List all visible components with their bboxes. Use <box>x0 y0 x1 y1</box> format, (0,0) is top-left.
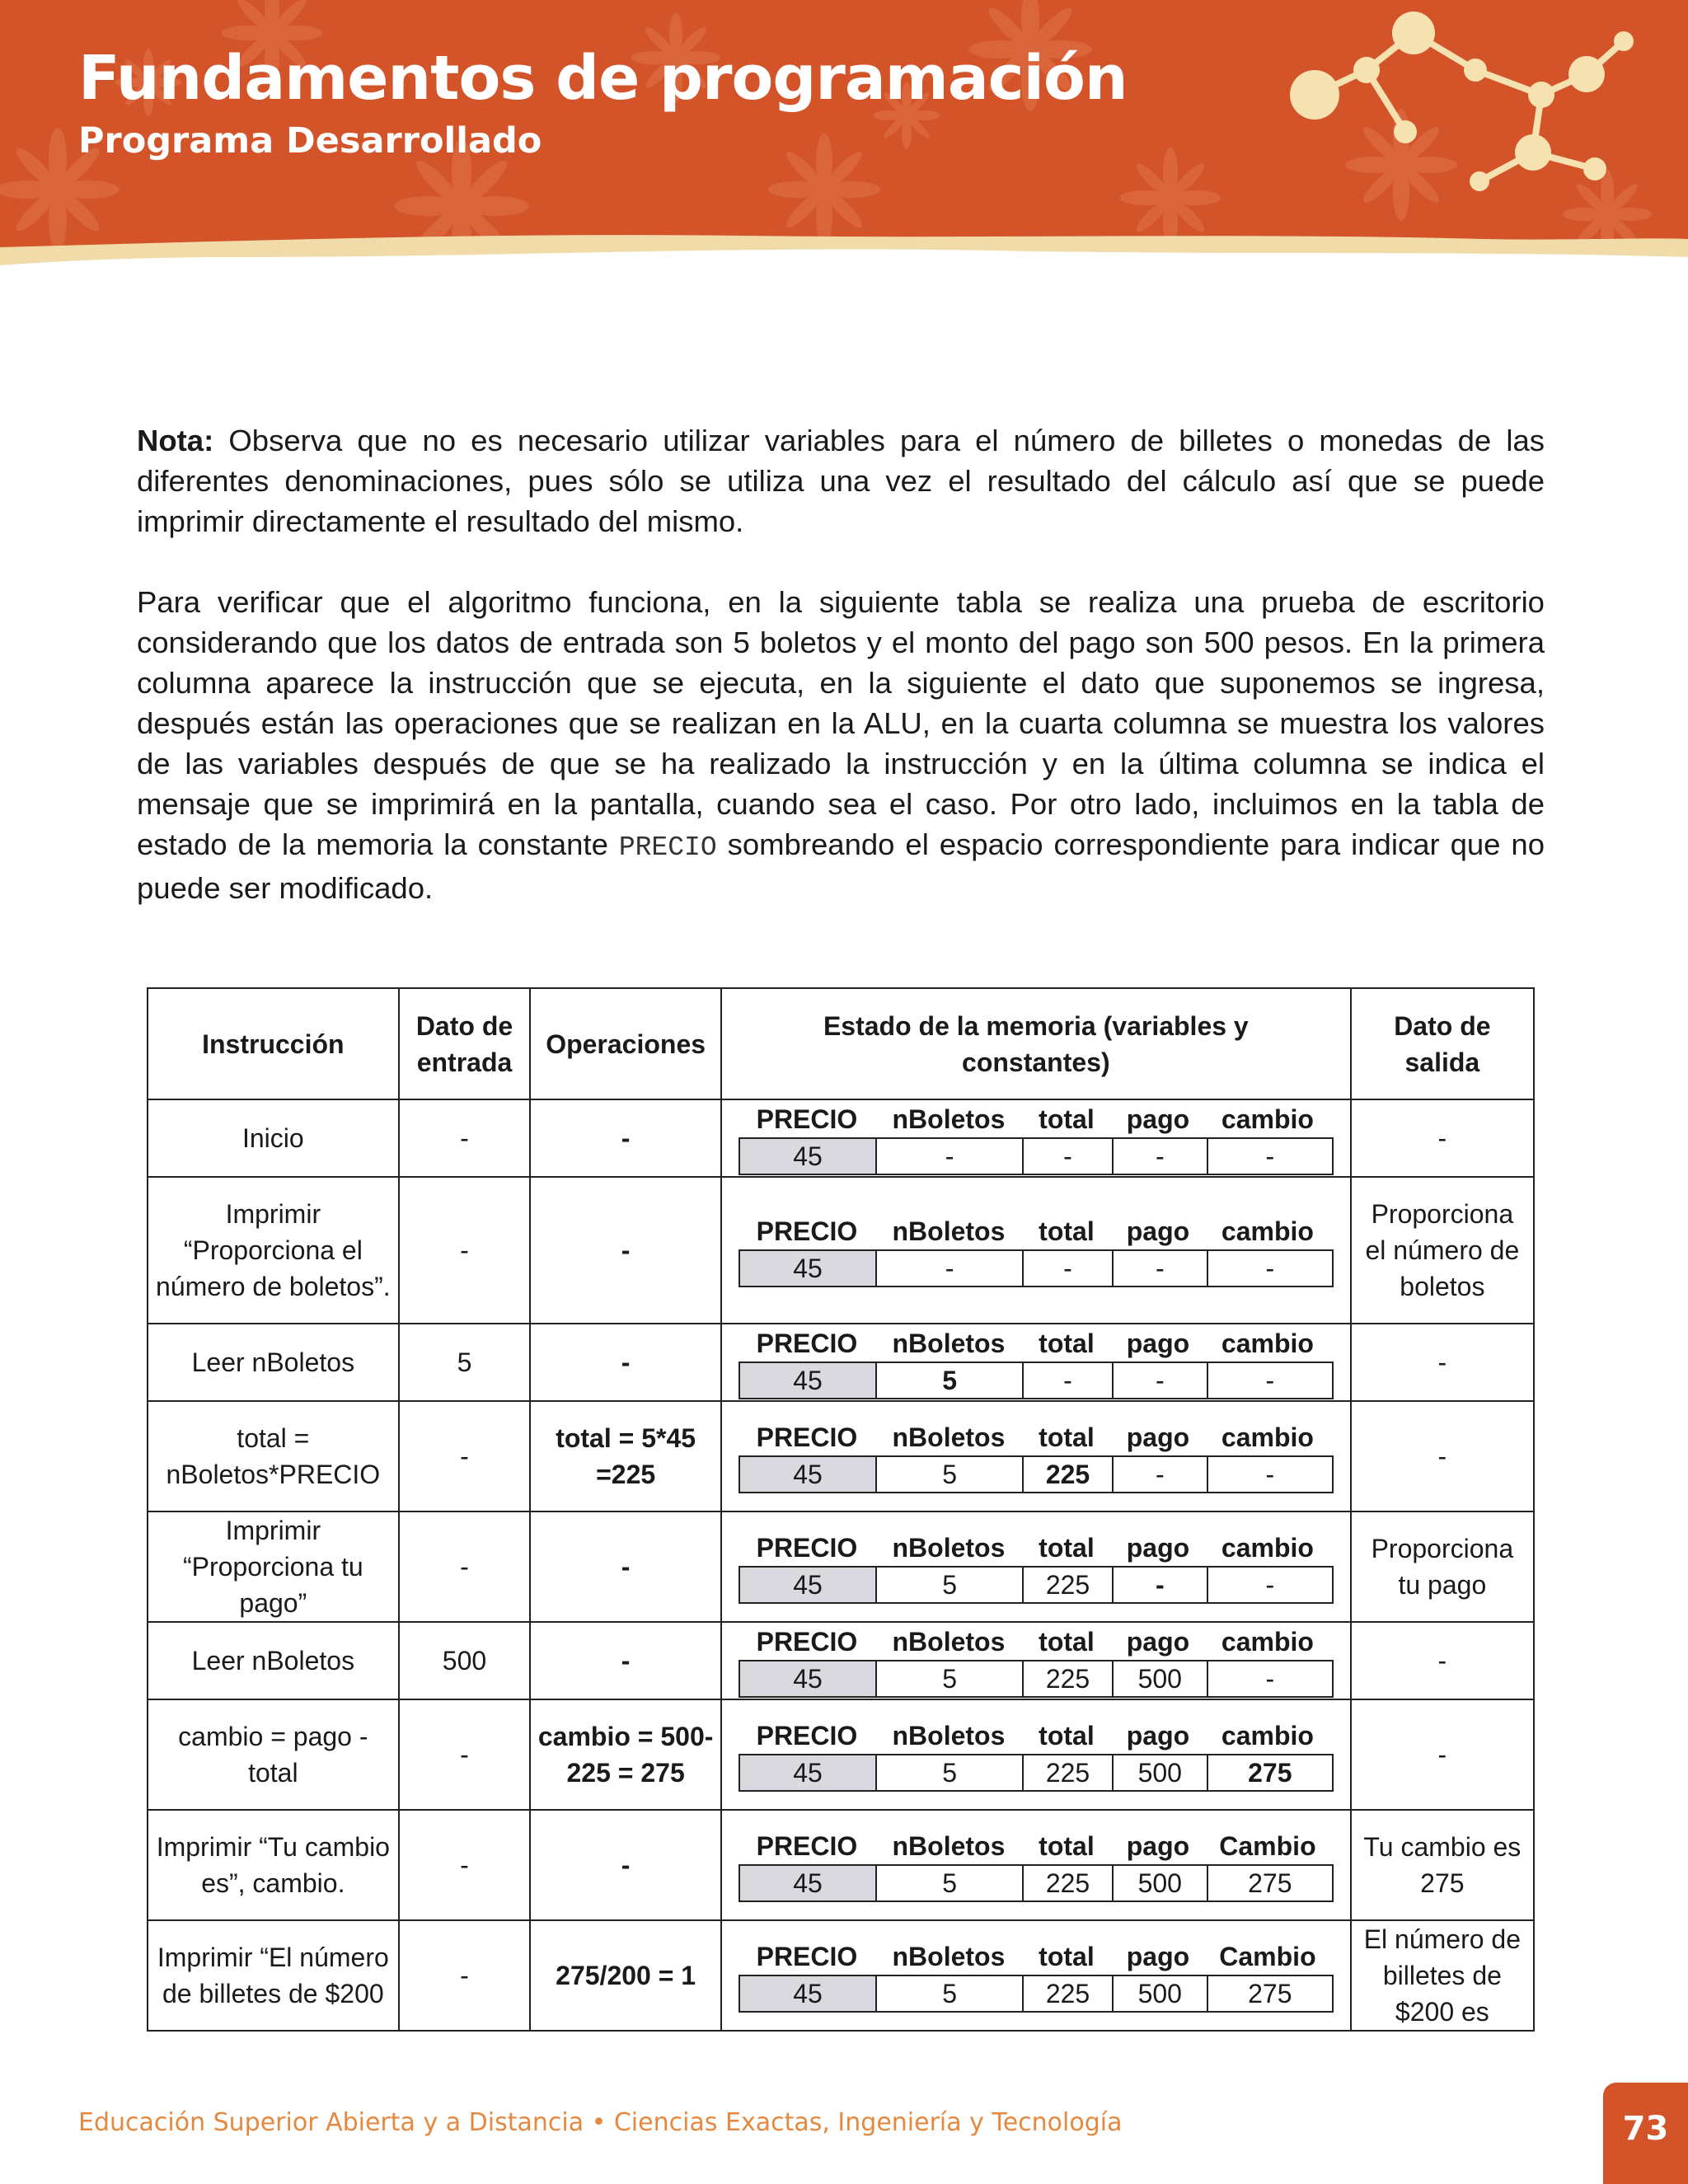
memory-labels <box>722 1828 1350 1864</box>
memory-value: 5 <box>875 1661 1022 1696</box>
memory-label: Cambio <box>1219 1831 1316 1861</box>
memory-value: 275 <box>1207 1976 1332 2011</box>
cell-operaciones: - <box>530 1810 721 1920</box>
memory-label: nBoletos <box>892 1329 1006 1358</box>
cell-estado-memoria <box>721 1699 1351 1810</box>
memory-label: total <box>1039 1627 1095 1657</box>
memory-value: 225 <box>1022 1866 1112 1900</box>
explanation-text-end: sombreando el espacio correspondiente para indicar que no puede ser modificado. <box>137 827 1545 905</box>
memory-label: nBoletos <box>892 1942 1006 1971</box>
memory-label: PRECIO <box>756 1533 858 1563</box>
memory-value: 5 <box>875 1363 1022 1398</box>
memory-value: - <box>1112 1139 1207 1174</box>
memory-label: cambio <box>1221 1627 1314 1657</box>
memory-label: nBoletos <box>892 1627 1006 1657</box>
memory-value: 5 <box>875 1755 1022 1790</box>
memory-label: total <box>1039 1329 1095 1358</box>
memory-labels <box>722 1419 1350 1455</box>
memory-label: nBoletos <box>892 1216 1006 1246</box>
cell-dato-salida: - <box>1351 1324 1534 1401</box>
page-subtitle: Programa Desarrollado <box>78 120 542 162</box>
memory-value: - <box>1112 1457 1207 1492</box>
memory-value: 45 <box>740 1363 875 1398</box>
cell-dato-entrada: - <box>399 1699 531 1810</box>
memory-value: 225 <box>1022 1457 1112 1492</box>
cell-estado-memoria <box>721 1177 1351 1324</box>
cell-operaciones: - <box>530 1622 721 1699</box>
memory-value: 45 <box>740 1139 875 1174</box>
memory-label: PRECIO <box>756 1329 858 1358</box>
cell-operaciones: - <box>530 1324 721 1401</box>
memory-value: 5 <box>875 1568 1022 1602</box>
memory-label: pago <box>1126 1831 1190 1861</box>
cell-instruccion: Imprimir “Proporciona tu pago” <box>148 1511 399 1622</box>
memory-values <box>738 1660 1334 1698</box>
header-dato-entrada: Dato de entrada <box>399 988 531 1099</box>
cell-estado-memoria <box>721 1324 1351 1401</box>
cell-dato-salida: - <box>1351 1401 1534 1511</box>
footer-text: Educación Superior Abierta y a Distancia • Ciencias Exactas, Ingeniería y Tecnología <box>78 2108 1123 2137</box>
note-label: Nota: <box>137 424 214 457</box>
cell-instruccion: Inicio <box>148 1099 399 1177</box>
table-row <box>148 1177 1534 1324</box>
memory-value: 45 <box>740 1976 875 2011</box>
memory-label: cambio <box>1221 1329 1314 1358</box>
header-dato-salida: Dato de salida <box>1351 988 1534 1099</box>
cell-dato-salida: Proporciona el número de boletos <box>1351 1177 1534 1324</box>
memory-state <box>722 1938 1350 2013</box>
cell-dato-entrada: - <box>399 1177 531 1324</box>
memory-state <box>722 1718 1350 1792</box>
memory-value: 500 <box>1112 1976 1207 2011</box>
memory-values <box>738 1975 1334 2013</box>
memory-label: pago <box>1126 1721 1190 1750</box>
cell-dato-entrada: - <box>399 1810 531 1920</box>
cell-instruccion: total = nBoletos*PRECIO <box>148 1401 399 1511</box>
memory-label: nBoletos <box>892 1721 1006 1750</box>
table-row <box>148 1622 1534 1699</box>
cell-instruccion: cambio = pago - total <box>148 1699 399 1810</box>
memory-value: 500 <box>1112 1661 1207 1696</box>
memory-label: PRECIO <box>756 1942 858 1971</box>
memory-value: - <box>1112 1363 1207 1398</box>
memory-value: 45 <box>740 1251 875 1286</box>
memory-state <box>722 1828 1350 1902</box>
memory-label: nBoletos <box>892 1831 1006 1861</box>
memory-labels <box>722 1530 1350 1566</box>
cell-instruccion: Imprimir “El número de billetes de $200 <box>148 1920 399 2031</box>
memory-value: - <box>1112 1251 1207 1286</box>
header-banner <box>0 0 1688 284</box>
memory-labels <box>722 1325 1350 1361</box>
memory-label: PRECIO <box>756 1216 858 1246</box>
memory-label: pago <box>1126 1422 1190 1452</box>
cell-dato-salida: Proporciona tu pago <box>1351 1511 1534 1622</box>
cell-instruccion: Leer nBoletos <box>148 1622 399 1699</box>
cell-estado-memoria <box>721 1099 1351 1177</box>
memory-state <box>722 1213 1350 1287</box>
memory-value: - <box>1207 1251 1332 1286</box>
precio-code: PRECIO <box>618 832 717 863</box>
memory-value: 275 <box>1207 1866 1332 1900</box>
memory-label: total <box>1039 1721 1095 1750</box>
memory-label: cambio <box>1221 1216 1314 1246</box>
memory-values <box>738 1361 1334 1399</box>
memory-state <box>722 1530 1350 1604</box>
cell-instruccion: Imprimir “Tu cambio es”, cambio. <box>148 1810 399 1920</box>
header-instruccion: Instrucción <box>148 988 399 1099</box>
note-paragraph <box>137 420 1545 541</box>
memory-value: - <box>1112 1568 1207 1602</box>
table-row <box>148 1099 1534 1177</box>
memory-label: nBoletos <box>892 1533 1006 1563</box>
cell-instruccion: Imprimir “Proporciona el número de boletos”. <box>148 1177 399 1324</box>
memory-value: 225 <box>1022 1976 1112 2011</box>
memory-value: - <box>1207 1139 1332 1174</box>
note-text: Observa que no es necesario utilizar variables para el número de billetes o monedas de las diferentes denominaciones, pues sólo se utiliza una vez el resultado del cálculo así que se puede imprimir directamente el resultado del mismo. <box>137 424 1545 538</box>
cell-dato-entrada: - <box>399 1401 531 1511</box>
cell-operaciones: - <box>530 1177 721 1324</box>
memory-label: total <box>1039 1104 1095 1134</box>
memory-value: 45 <box>740 1457 875 1492</box>
memory-label: Cambio <box>1219 1942 1316 1971</box>
cell-operaciones: - <box>530 1511 721 1622</box>
cell-dato-entrada: - <box>399 1511 531 1622</box>
memory-label: total <box>1039 1422 1095 1452</box>
memory-label: nBoletos <box>892 1422 1006 1452</box>
memory-value: - <box>1207 1661 1332 1696</box>
memory-label: total <box>1039 1216 1095 1246</box>
memory-labels <box>722 1101 1350 1137</box>
memory-state <box>722 1624 1350 1698</box>
table-row <box>148 1920 1534 2031</box>
memory-labels <box>722 1718 1350 1754</box>
memory-value: 45 <box>740 1661 875 1696</box>
table-row <box>148 1324 1534 1401</box>
cell-dato-salida: - <box>1351 1699 1534 1810</box>
table-row <box>148 1810 1534 1920</box>
memory-label: cambio <box>1221 1533 1314 1563</box>
memory-value: 45 <box>740 1568 875 1602</box>
header-estado-memoria: Estado de la memoria (variables y constantes) <box>721 988 1351 1099</box>
memory-value: - <box>875 1251 1022 1286</box>
memory-value: 275 <box>1207 1755 1332 1790</box>
memory-value: - <box>1022 1139 1112 1174</box>
memory-label: cambio <box>1221 1422 1314 1452</box>
memory-label: PRECIO <box>756 1721 858 1750</box>
memory-values <box>738 1249 1334 1287</box>
memory-value: 500 <box>1112 1755 1207 1790</box>
cell-dato-entrada: 500 <box>399 1622 531 1699</box>
memory-labels <box>722 1938 1350 1975</box>
memory-state <box>722 1325 1350 1399</box>
memory-label: total <box>1039 1533 1095 1563</box>
memory-values <box>738 1137 1334 1175</box>
memory-label: cambio <box>1221 1721 1314 1750</box>
cell-dato-salida: El número de billetes de $200 es <box>1351 1920 1534 2031</box>
table-row <box>148 1401 1534 1511</box>
memory-value: - <box>1207 1457 1332 1492</box>
memory-value: 225 <box>1022 1755 1112 1790</box>
memory-value: 45 <box>740 1866 875 1900</box>
memory-value: - <box>1207 1363 1332 1398</box>
memory-label: PRECIO <box>756 1831 858 1861</box>
memory-label: pago <box>1126 1627 1190 1657</box>
header-operaciones: Operaciones <box>530 988 721 1099</box>
memory-label: pago <box>1126 1533 1190 1563</box>
table-header-row <box>148 988 1534 1099</box>
memory-labels <box>722 1213 1350 1249</box>
molecule-icon <box>1269 8 1657 206</box>
cell-estado-memoria <box>721 1511 1351 1622</box>
memory-label: PRECIO <box>756 1422 858 1452</box>
cell-dato-salida: Tu cambio es 275 <box>1351 1810 1534 1920</box>
memory-values <box>738 1455 1334 1493</box>
memory-value: 5 <box>875 1866 1022 1900</box>
cell-estado-memoria <box>721 1622 1351 1699</box>
explanation-paragraph <box>137 582 1545 908</box>
memory-value: 500 <box>1112 1866 1207 1900</box>
cell-dato-entrada: - <box>399 1099 531 1177</box>
memory-label: total <box>1039 1942 1095 1971</box>
memory-values <box>738 1754 1334 1792</box>
page-title: Fundamentos de programación <box>78 43 1128 114</box>
memory-value: - <box>1022 1363 1112 1398</box>
memory-label: pago <box>1126 1329 1190 1358</box>
memory-labels <box>722 1624 1350 1660</box>
cell-estado-memoria <box>721 1920 1351 2031</box>
cell-dato-entrada: 5 <box>399 1324 531 1401</box>
memory-state <box>722 1419 1350 1493</box>
memory-label: PRECIO <box>756 1104 858 1134</box>
memory-label: cambio <box>1221 1104 1314 1134</box>
memory-label: PRECIO <box>756 1627 858 1657</box>
cell-operaciones: cambio = 500-225 = 275 <box>530 1699 721 1810</box>
memory-value: 45 <box>740 1755 875 1790</box>
cell-operaciones: total = 5*45 =225 <box>530 1401 721 1511</box>
memory-label: pago <box>1126 1216 1190 1246</box>
memory-value: - <box>875 1139 1022 1174</box>
memory-label: nBoletos <box>892 1104 1006 1134</box>
cell-operaciones: - <box>530 1099 721 1177</box>
cell-dato-entrada: - <box>399 1920 531 2031</box>
desk-check-table <box>147 987 1535 2032</box>
memory-label: pago <box>1126 1942 1190 1971</box>
memory-values <box>738 1566 1334 1604</box>
memory-state <box>722 1101 1350 1175</box>
memory-label: total <box>1039 1831 1095 1861</box>
memory-value: 225 <box>1022 1661 1112 1696</box>
cell-dato-salida: - <box>1351 1622 1534 1699</box>
explanation-text-start: Para verificar que el algoritmo funciona, en la siguiente tabla se realiza una prueba de escritorio considerando que los datos de entrada son 5 boletos y el monto del pago son 500 pesos. En la primera columna aparece la instrucción que se ejecuta, en la siguiente el dato que suponemos se ingresa, después están las operaciones que se realizan en la ALU, en la cuarta columna se muestra los valores de las variables después de que se ha realizado la instrucción y en la última columna se indica el mensaje que se imprimirá en la pantalla, cuando sea el caso. Por otro lado, incluimos en la tabla de estado de la memoria la constante <box>137 585 1545 861</box>
cell-operaciones: 275/200 = 1 <box>530 1920 721 2031</box>
cell-estado-memoria <box>721 1401 1351 1511</box>
cell-estado-memoria <box>721 1810 1351 1920</box>
memory-value: 5 <box>875 1457 1022 1492</box>
memory-value: 5 <box>875 1976 1022 2011</box>
table-row <box>148 1699 1534 1810</box>
memory-value: - <box>1022 1251 1112 1286</box>
memory-label: pago <box>1126 1104 1190 1134</box>
cell-instruccion: Leer nBoletos <box>148 1324 399 1401</box>
page-number: 73 <box>1622 2110 1669 2148</box>
memory-value: - <box>1207 1568 1332 1602</box>
memory-value: 225 <box>1022 1568 1112 1602</box>
cell-dato-salida: - <box>1351 1099 1534 1177</box>
table-row <box>148 1511 1534 1622</box>
memory-values <box>738 1864 1334 1902</box>
